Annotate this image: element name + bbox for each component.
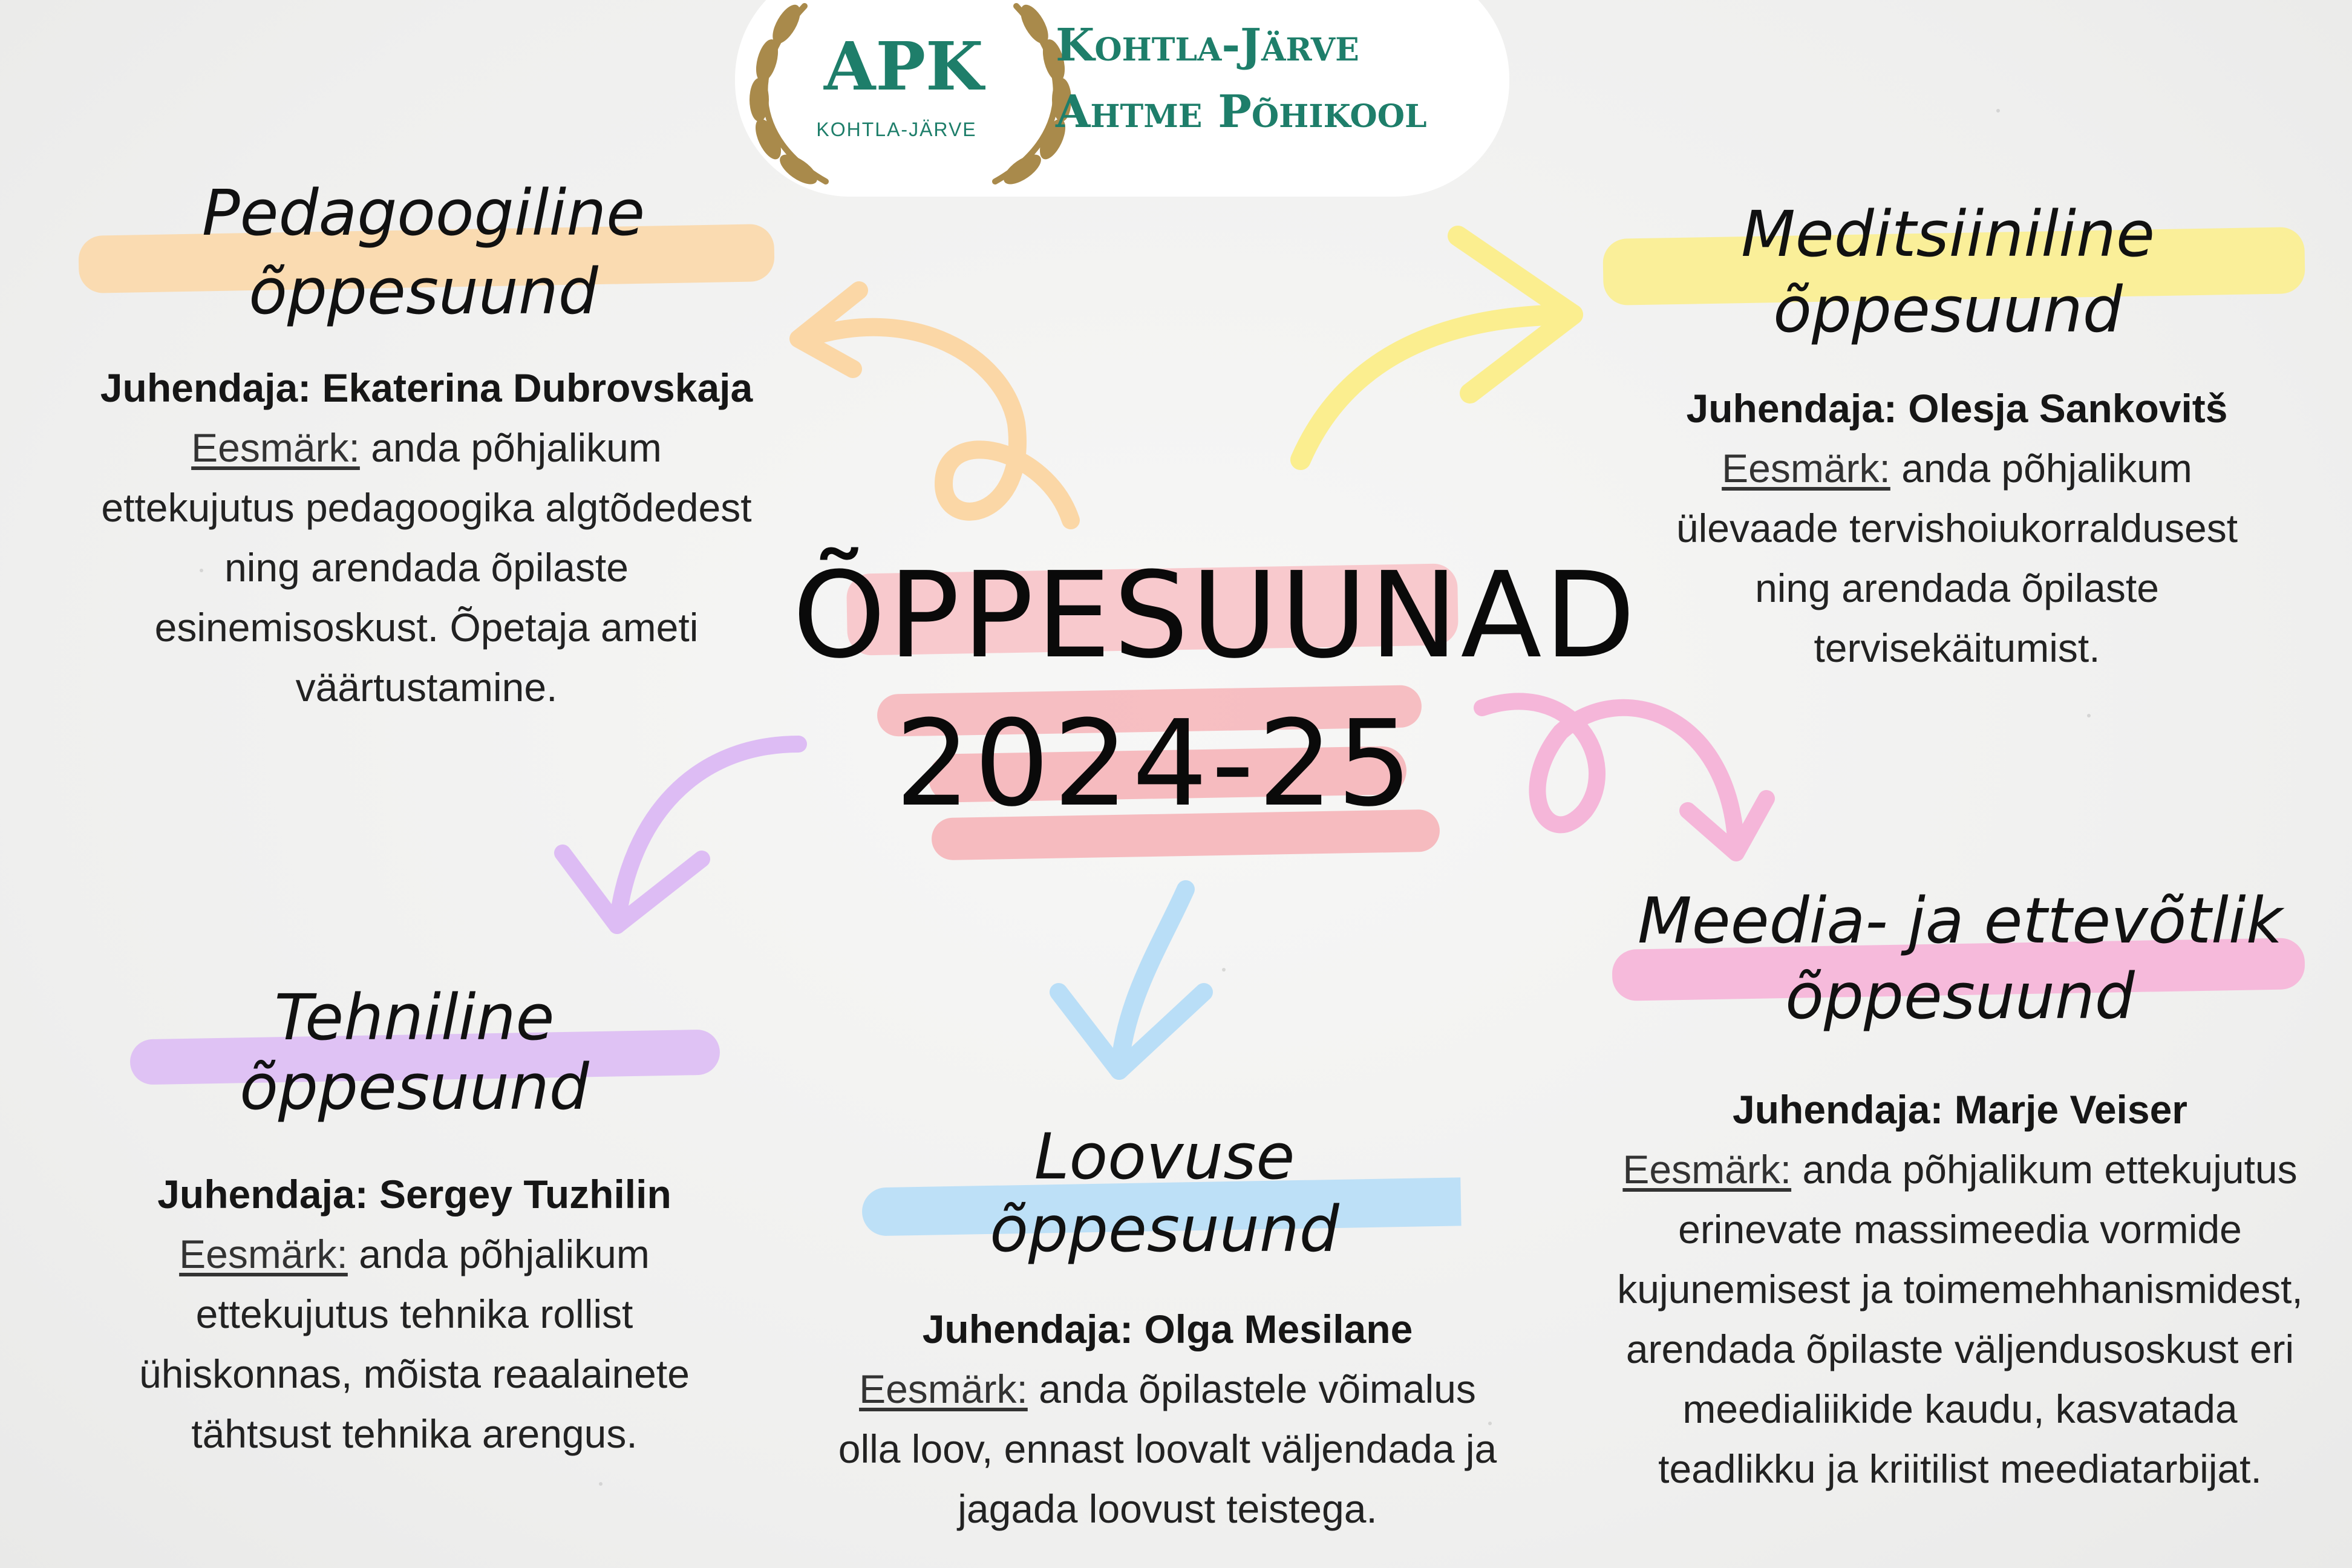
goal-label: Eesmärk: bbox=[859, 1367, 1028, 1411]
goal-text-line: ühiskonnas, mõista reaalainete bbox=[139, 1351, 690, 1396]
supervisor-name: Juhendaja: Marje Veiser bbox=[1732, 1087, 2187, 1132]
main-title: ÕPPESUUNAD bbox=[792, 547, 1638, 685]
supervisor-name: Juhendaja: Olesja Sankovitš bbox=[1686, 386, 2228, 431]
logo-abbreviation: APK bbox=[824, 27, 984, 105]
goal-text-line: anda põhjalikum bbox=[371, 425, 662, 470]
goal-label: Eesmärk: bbox=[179, 1232, 348, 1276]
direction-body-pedagoogiline bbox=[60, 358, 792, 717]
goal-text-line: anda õpilastele võimalus bbox=[1039, 1367, 1476, 1411]
goal-text-line: anda põhjalikum bbox=[359, 1232, 650, 1276]
goal-text-line: ning arendada õpilaste bbox=[224, 545, 629, 590]
direction-title-meditsiiniline-line-1: Meditsiiniline bbox=[1741, 197, 2155, 271]
supervisor-name: Juhendaja: Olga Mesilane bbox=[922, 1307, 1413, 1351]
goal-text-line: esinemisoskust. Õpetaja ameti bbox=[154, 605, 699, 650]
goal-label: Eesmärk: bbox=[191, 425, 360, 470]
direction-body-tehniline bbox=[85, 1165, 744, 1464]
goal-text-line: tähtsust tehnika arengus. bbox=[191, 1411, 638, 1456]
direction-title-pedagoogiline-line-2: õppesuund bbox=[249, 255, 598, 328]
direction-body-meedia bbox=[1573, 1080, 2347, 1499]
goal-text-line: arendada õpilaste väljendusoskust eri bbox=[1625, 1327, 2295, 1371]
direction-body-loovuse bbox=[780, 1299, 1555, 1539]
direction-title-loovuse-line-2: õppesuund bbox=[990, 1192, 1339, 1266]
direction-title-tehniline-line-1: Tehniline bbox=[274, 981, 555, 1054]
direction-body-meditsiiniline bbox=[1603, 379, 2311, 678]
goal-text-line: tervisekäitumist. bbox=[1814, 626, 2100, 670]
main-year: 2024-25 bbox=[895, 695, 1416, 833]
school-name-line-1: Kohtla-Järve bbox=[1056, 19, 1359, 71]
direction-title-tehniline-line-2: õppesuund bbox=[240, 1050, 589, 1124]
goal-label: Eesmärk: bbox=[1722, 446, 1890, 491]
goal-text-line: anda põhjalikum bbox=[1901, 446, 2192, 491]
goal-text-line: olla loov, ennast loovalt väljendada ja bbox=[838, 1426, 1497, 1471]
direction-title-meditsiiniline-line-2: õppesuund bbox=[1773, 273, 2123, 347]
goal-text-line: anda põhjalikum ettekujutus bbox=[1802, 1147, 2298, 1192]
goal-label: Eesmärk: bbox=[1622, 1147, 1792, 1192]
goal-text-line: teadlikku ja kriitilist meediatarbijat. bbox=[1658, 1446, 2262, 1491]
goal-text-line: ülevaade tervishoiukorraldusest bbox=[1676, 506, 2238, 550]
goal-text-line: kujunemisest ja toimemehhanismidest, bbox=[1617, 1267, 2303, 1312]
goal-text-line: ettekujutus pedagoogika algtõdedest bbox=[101, 485, 752, 530]
goal-text-line: ettekujutus tehnika rollist bbox=[195, 1292, 633, 1336]
direction-title-loovuse-line-1: Loovuse bbox=[1034, 1120, 1295, 1194]
goal-text-line: erinevate massimeedia vormide bbox=[1678, 1207, 2242, 1252]
direction-title-meedia-line-1: Meedia- ja ettevõtlik bbox=[1637, 884, 2283, 958]
goal-text-line: väärtustamine. bbox=[295, 665, 558, 710]
goal-text-line: jagada loovust teistega. bbox=[958, 1486, 1377, 1531]
goal-text-line: ning arendada õpilaste bbox=[1755, 566, 2159, 610]
school-name-line-2: Ahtme Põhikool bbox=[1056, 86, 1427, 138]
supervisor-name: Juhendaja: Ekaterina Dubrovskaja bbox=[100, 365, 753, 410]
supervisor-name: Juhendaja: Sergey Tuzhilin bbox=[157, 1172, 671, 1217]
logo-subtitle: KOHTLA-JÄRVE bbox=[816, 119, 977, 140]
direction-title-pedagoogiline-line-1: Pedagoogiline bbox=[201, 176, 645, 250]
direction-title-meedia-line-2: õppesuund bbox=[1785, 959, 2135, 1033]
goal-text-line: meedialiikide kaudu, kasvatada bbox=[1682, 1387, 2238, 1431]
